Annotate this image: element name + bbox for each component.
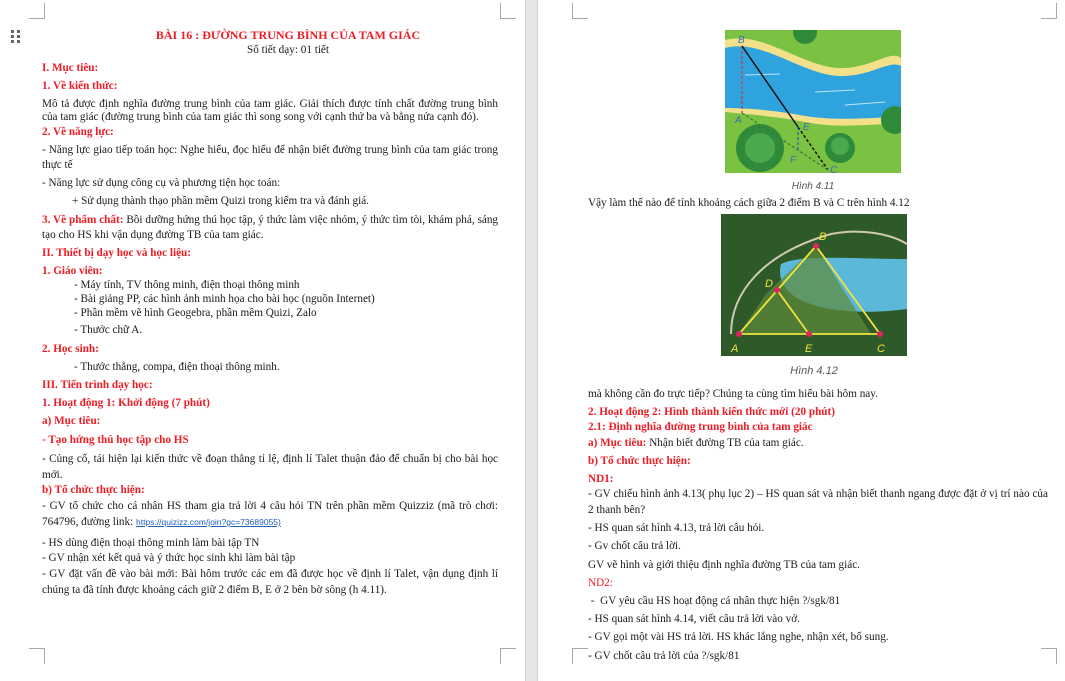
list-item: - Phần mềm vẽ hình Geogebra, phần mềm Quizi, Zalo (74, 307, 317, 320)
list-item: - Thước chữ A. (74, 324, 143, 337)
list-item: - GV chốt câu trả lời của ?/sgk/81 (588, 649, 740, 662)
svg-text:F: F (790, 155, 797, 166)
subsection-heading: 3. Về phẩm chất: (42, 213, 124, 226)
subsection-heading: 2.1: Định nghĩa đường trung bình của tam giác (588, 421, 813, 434)
subsection-heading: 2. Học sinh: (42, 342, 99, 355)
svg-text:C: C (830, 165, 838, 173)
list-item: - GV gọi một vài HS trả lời. HS khác lắng nghe, nhận xét, bổ sung. (588, 631, 889, 644)
left-page-content (42, 27, 498, 598)
document-page-left (0, 0, 525, 681)
page-separator (525, 0, 538, 681)
list-sub-item: + Sử dụng thành thạo phần mềm Quizi trong kiểm tra và đánh giá. (72, 195, 369, 208)
margin-corner-mark (500, 648, 516, 664)
lesson-title: BÀI 16 : ĐƯỜNG TRUNG BÌNH CỦA TAM GIÁC (155, 28, 421, 42)
margin-corner-mark (572, 3, 588, 19)
drag-handle-icon[interactable] (11, 30, 20, 43)
svg-text:D: D (765, 278, 773, 290)
svg-text:A: A (735, 115, 742, 126)
list-item: - GV nhận xét kết quả và ý thức học sinh khi làm bài tập (42, 552, 296, 565)
figure-caption: Hình 4.12 (790, 365, 838, 377)
figure-4-12-lake-image (721, 214, 907, 356)
right-page-question (588, 196, 1048, 211)
list-item: - GV chiếu hình ảnh 4.13( phụ lục 2) – HS quan sát và nhận biết thanh ngang được đặt ở vị trí nào của 2 thanh bên? (588, 488, 1048, 516)
margin-corner-mark (29, 3, 45, 19)
paragraph (42, 498, 498, 530)
lesson-subtitle: Số tiết dạy: 01 tiết (246, 44, 330, 56)
list-item: - Năng lực sử dụng công cụ và phương tiện học toán: (42, 177, 281, 190)
content-heading-nd2: ND2: (588, 576, 613, 589)
list-item: - Máy tính, TV thông minh, điện thoại thông minh (74, 279, 300, 292)
right-page-content (588, 387, 1048, 664)
paragraph-text: Bồi dưỡng hứng thú học tập, ý thức làm việc nhóm, ý thức tìm tòi, khám phá, sáng tạo cho HS khi vận dụng đường TB của tam giác. (42, 213, 499, 241)
subsection-heading: a) Mục tiêu: (588, 436, 647, 449)
list-item: GV vẽ hình và giới thiệu định nghĩa đường TB của tam giác. (588, 558, 860, 571)
margin-corner-mark (500, 3, 516, 19)
subsection-heading: 1. Giáo viên: (42, 265, 103, 278)
paragraph-text: - GV tổ chức cho cá nhân HS tham gia trả lời 4 câu hỏi TN trên phần mềm Quizziz (mã trò chơi: 764796, đường link: (42, 500, 498, 529)
figure-4-11-river-image (725, 30, 901, 173)
svg-text:B: B (819, 231, 827, 243)
svg-text:B: B (738, 35, 745, 46)
quizizz-link[interactable]: https://quizizz.com/join?gc=73689055) (136, 517, 281, 528)
content-heading-nd1: ND1: (588, 473, 614, 486)
paragraph: - Củng cố, tái hiện lại kiến thức về đoạn thẳng tỉ lệ, định lí Talet thuận đảo để chuẩn bị cho bài học mới. (42, 452, 498, 481)
subsection-heading: b) Tổ chức thực hiện: (588, 454, 691, 467)
figure-caption: Hình 4.11 (791, 181, 835, 192)
document-page-right (538, 0, 1065, 681)
section-heading: III. Tiến trình dạy học: (42, 379, 153, 392)
subsection-heading: 2. Về năng lực: (42, 125, 114, 138)
list-item: - HS dùng điện thoại thông minh làm bài tập TN (42, 537, 260, 550)
section-heading: II. Thiết bị dạy học và học liệu: (42, 247, 191, 260)
svg-text:C: C (877, 343, 885, 355)
list-item: - Thước thẳng, compa, điện thoại thông minh. (74, 360, 280, 373)
svg-text:E: E (805, 343, 813, 355)
paragraph (42, 213, 498, 243)
activity-heading: 2. Hoạt động 2: Hình thành kiến thức mới (20 phút) (588, 406, 835, 419)
subsection-heading: b) Tổ chức thực hiện: (42, 483, 145, 496)
subsection-heading: a) Mục tiêu: (42, 415, 101, 428)
paragraph (588, 436, 1048, 451)
margin-corner-mark (572, 648, 588, 664)
svg-text:A: A (731, 343, 739, 355)
list-item: - GV yêu cầu HS hoạt động cá nhân thực hiện ?/sgk/81 (588, 595, 841, 608)
margin-corner-mark (29, 648, 45, 664)
section-heading: I. Mục tiêu: (42, 62, 99, 75)
list-item: - Bài giảng PP, các hình ảnh minh họa cho bài học (nguồn Internet) (74, 292, 375, 305)
svg-text:E: E (803, 122, 810, 133)
list-item: - GV đặt vấn đề vào bài mới: Bài hôm trước các em đã được học về định lí Talet, vận dụng định lí chúng ta đã tính được khoảng cách giữ 2 điểm B, E ở 2 bên bờ sông (h 4.11). (42, 568, 498, 597)
subsection-heading: 1. Về kiến thức: (42, 80, 118, 93)
objective-item: - Tạo hứng thú học tập cho HS (42, 433, 189, 446)
paragraph: Mô tả được định nghĩa đường trung bình của tam giác. Giải thích được tính chất đường trung bình của tam giác (đường trung bình của tam giác thì song song với cạnh thứ ba và bằng nửa cạnh đó). (42, 97, 498, 124)
paragraph: mà không cần đo trực tiếp? Chúng ta cùng tìm hiểu bài hôm nay. (588, 388, 878, 400)
activity-heading: 1. Hoạt động 1: Khởi động (7 phút) (42, 397, 210, 410)
list-item: - Gv chốt câu trả lời. (588, 540, 681, 553)
paragraph-text: Nhận biết đường TB của tam giác. (646, 436, 804, 449)
margin-corner-mark (1041, 3, 1057, 19)
list-item: - Năng lực giao tiếp toán học: Nghe hiểu, đọc hiểu để nhận biết đường trung bình của tam giác trong thực tế (42, 143, 498, 172)
list-item: - HS quan sát hình 4.13, trả lời câu hỏi. (588, 522, 765, 535)
list-item: - HS quan sát hình 4.14, viết câu trả lời vào vở. (588, 613, 800, 626)
paragraph: Vậy làm thế nào để tính khoảng cách giữa 2 điểm B và C trên hình 4.12 (588, 197, 910, 209)
